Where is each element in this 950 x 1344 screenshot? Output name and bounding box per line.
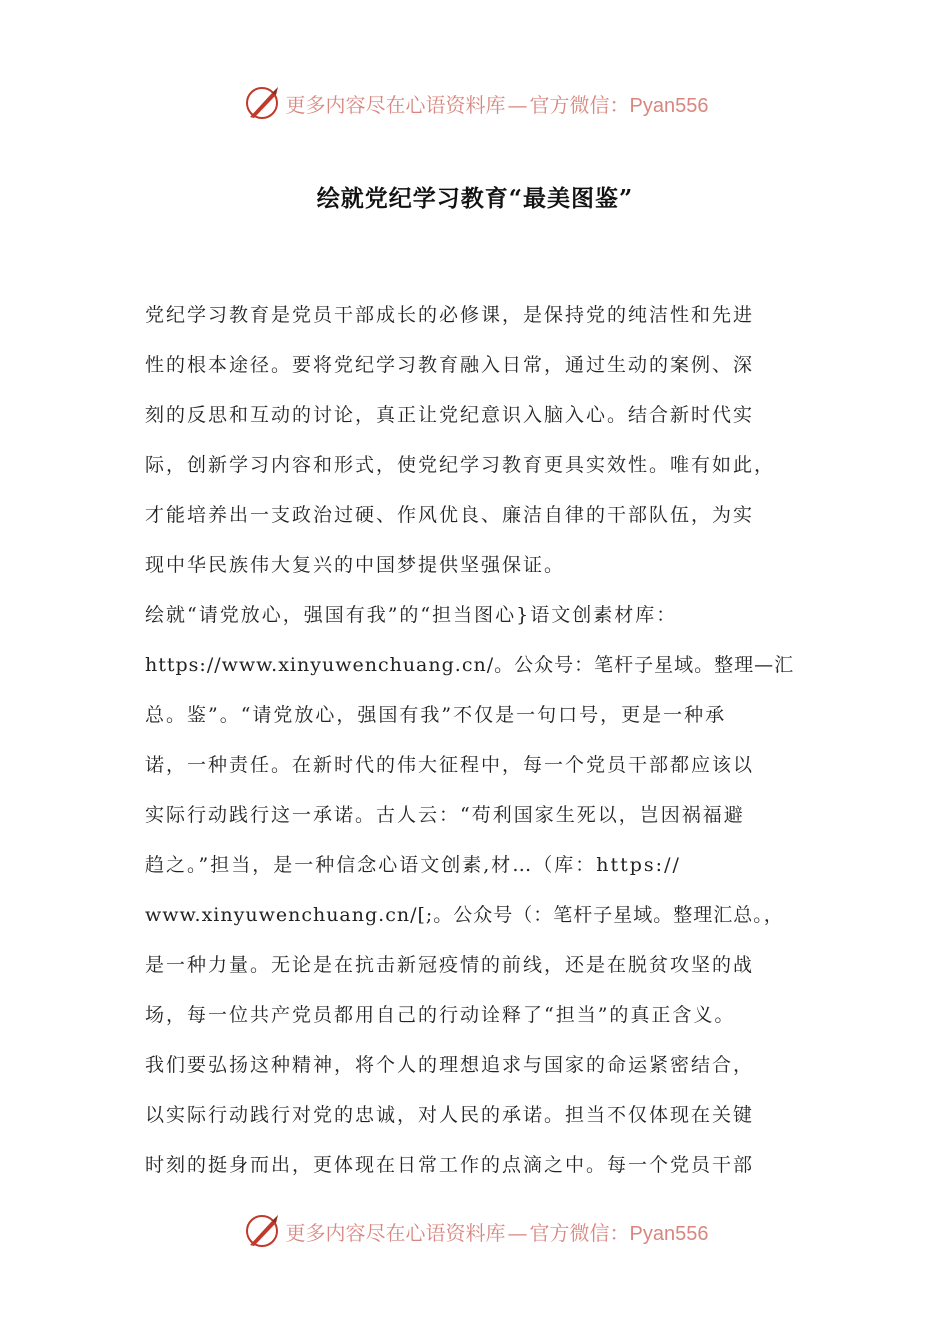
text-line: 性的根本途径。要将党纪学习教育融入日常，通过生动的案例、深 (145, 354, 755, 376)
text-line: 实际行动践行这一承诺。古人云：“苟利国家生死以，岂因祸福避 (145, 804, 745, 826)
text-line: 现中华民族伟大复兴的中国梦提供坚强保证。 (145, 554, 566, 576)
text-line: 际，创新学习内容和形式，使党纪学习教育更具实效性。唯有如此， (145, 454, 776, 476)
text-line: 党纪学习教育是党员干部成长的必修课，是保持党的纯洁性和先进 (145, 304, 755, 326)
text-line: 我们要弘扬这种精神，将个人的理想追求与国家的命运紧密结合， (145, 1054, 755, 1076)
banner-wechat-id: Pyan556 (629, 94, 709, 117)
banner-separator: — (507, 92, 528, 117)
text-line: 诺，一种责任。在新时代的伟大征程中，每一个党员干部都应该以 (145, 754, 755, 776)
text-line: 以实际行动践行对党的忠诚，对人民的承诺。担当不仅体现在关键 (145, 1104, 755, 1126)
text-line: 场，每一位共产党员都用自己的行动诠释了“担当”的真正含义。 (145, 1004, 736, 1026)
text-line: 总。鉴”。“请党放心，强国有我”不仅是一句口号，更是一种承 (145, 704, 727, 726)
header-banner (0, 83, 950, 123)
text-line: 刻的反思和互动的讨论，真正让党纪意识入脑入心。结合新时代实 (145, 404, 755, 426)
banner-slogan: 更多内容尽在心语资料库 (285, 92, 506, 117)
footer-banner (0, 1211, 950, 1251)
banner-wechat-label: 官方微信： (529, 92, 630, 117)
banner-text (286, 1217, 709, 1246)
text-line: 是一种力量。无论是在抗击新冠疫情的前线，还是在脱贫攻坚的战 (145, 954, 755, 976)
quill-logo-icon (242, 83, 282, 123)
text-line: 时刻的挺身而出，更体现在日常工作的点滴之中。每一个党员干部 (145, 1154, 755, 1176)
text-line: www.xinyuwenchuang.cn/[;。公众号（：笔杆子星域。整理汇总。， (145, 904, 784, 926)
document-title: 绘就党纪学习教育“最美图鉴” (316, 185, 634, 212)
banner-text (286, 89, 709, 118)
quill-logo-icon (242, 1211, 282, 1251)
text-line: 绘就“请党放心，强国有我”的“担当图心}语文创素材库： (145, 604, 678, 626)
text-line: 才能培养出一支政治过硬、作风优良、廉洁自律的干部队伍，为实 (145, 504, 755, 526)
text-line: https://www.xinyuwenchuang.cn/。公众号：笔杆子星域。整理—汇 (145, 654, 795, 676)
body-text (145, 290, 805, 1190)
banner-slogan: 更多内容尽在心语资料库 (285, 1220, 506, 1245)
banner-wechat-label: 官方微信： (529, 1220, 630, 1245)
text-line: 趋之。”担当，是一种信念心语文创素,材…（库：https:// (145, 854, 681, 876)
banner-separator: — (507, 1220, 528, 1245)
banner-wechat-id: Pyan556 (629, 1222, 709, 1245)
